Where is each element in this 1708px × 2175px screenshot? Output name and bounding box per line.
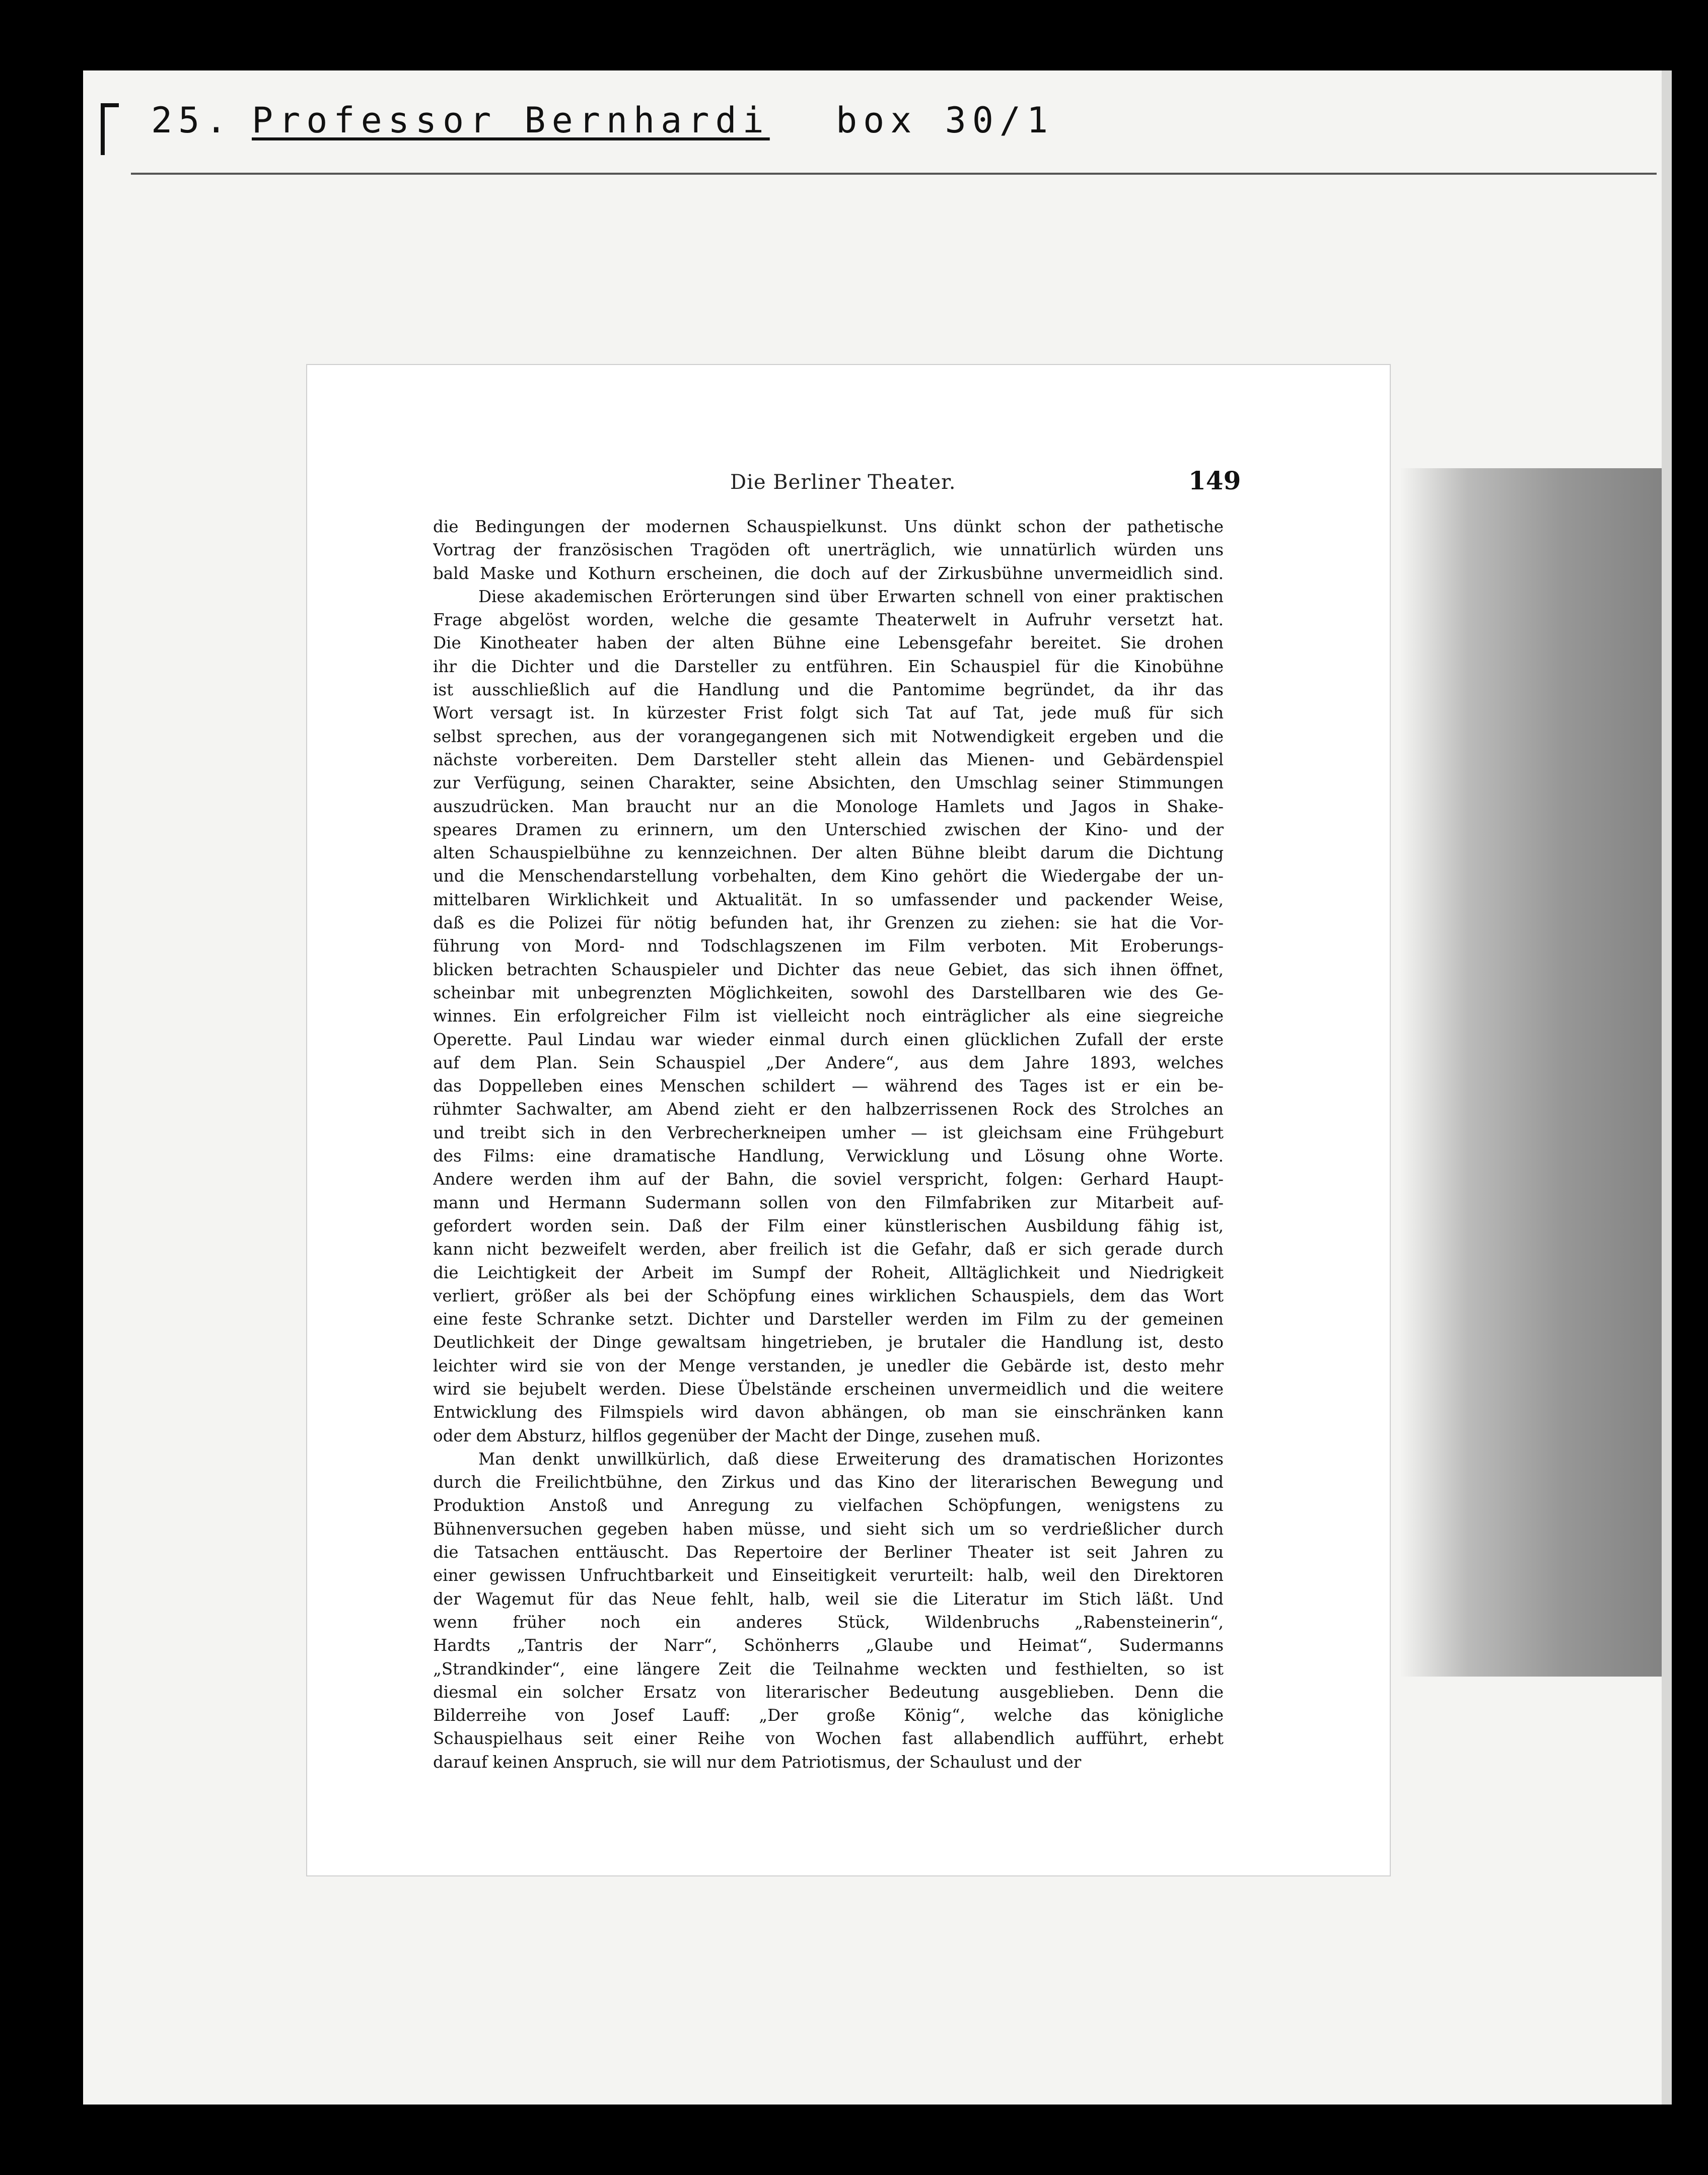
- page-header: [307, 466, 1390, 501]
- text-line: eine feste Schranke setzt. Dichter und Darsteller werden im Film zu der gemeinen: [433, 1310, 1224, 1329]
- text-line: diesmal ein solcher Ersatz von literarischer Bedeutung ausgeblieben. Denn die: [433, 1682, 1224, 1702]
- text-line: speares Dramen zu erinnern, um den Unterschied zwischen der Kino- und der: [433, 820, 1224, 839]
- text-line: Hardts „Tantris der Narr“, Schönherrs „Glaube und Heimat“, Sudermanns: [433, 1636, 1224, 1655]
- text-line: mittelbaren Wirklichkeit und Aktualität. In so umfassender und packender Weise,: [433, 890, 1224, 909]
- card-edge: [1662, 70, 1672, 2105]
- text-line: das Doppelleben eines Menschen schildert — während des Tages ist er ein be-: [433, 1076, 1224, 1096]
- text-line: leichter wird sie von der Menge verstanden, je unedler die Gebärde ist, desto mehr: [433, 1356, 1224, 1375]
- text-line: winnes. Ein erfolgreicher Film ist vielleicht noch einträglicher als eine siegreiche: [433, 1006, 1224, 1026]
- text-line: Entwicklung des Filmspiels wird davon abhängen, ob man sie einschränken kann: [433, 1403, 1224, 1422]
- text-line: scheinbar mit unbegrenzten Möglichkeiten, sowohl des Darstellbaren wie des Ge-: [433, 983, 1224, 1002]
- text-line: einer gewissen Unfruchtbarkeit und Einseitigkeit verurteilt: halb, weil den Direktoren: [433, 1566, 1224, 1585]
- text-line: rühmter Sachwalter, am Abend zieht er den halbzerrissenen Rock des Strolches an: [433, 1100, 1224, 1119]
- text-line: wenn früher noch ein anderes Stück, Wildenbruchs „Rabensteinerin“,: [433, 1612, 1224, 1632]
- text-line: alten Schauspielbühne zu kennzeichnen. Der alten Bühne bleibt darum die Dichtung: [433, 843, 1224, 863]
- page-number: 149: [1188, 466, 1241, 495]
- text-line: „Strandkinder“, eine längere Zeit die Teilnahme weckten und festhielten, so ist: [433, 1659, 1224, 1679]
- item-number: 25.: [151, 100, 233, 141]
- text-line: ihr die Dichter und die Darsteller zu entführen. Ein Schauspiel für die Kinobühne: [433, 657, 1224, 676]
- text-line: Andere werden ihm auf der Bahn, die soviel verspricht, folgen: Gerhard Haupt-: [433, 1170, 1224, 1189]
- text-line: zur Verfügung, seinen Charakter, seine Absichten, den Umschlag seiner Stimmungen: [433, 773, 1224, 793]
- text-line: gefordert worden sein. Daß der Film einer künstlerischen Ausbildung fähig ist,: [433, 1216, 1224, 1236]
- card-shadow: [1400, 468, 1672, 1677]
- running-title: Die Berliner Theater.: [730, 471, 956, 494]
- text-line: die Leichtigkeit der Arbeit im Sumpf der Roheit, Alltäglichkeit und Niedrigkeit: [433, 1263, 1224, 1282]
- text-line: wird sie bejubelt werden. Diese Übelstände erscheinen unvermeidlich und die weitere: [433, 1379, 1224, 1399]
- text-line: auf dem Plan. Sein Schauspiel „Der Andere“, aus dem Jahre 1893, welches: [433, 1053, 1224, 1072]
- text-line: Vortrag der französischen Tragöden oft unerträglich, wie unnatürlich würden uns: [433, 540, 1224, 560]
- article-body: [433, 515, 1224, 1774]
- text-line: führung von Mord- nnd Todschlagszenen im Film verboten. Mit Eroberungs-: [433, 936, 1224, 956]
- text-line: ist ausschließlich auf die Handlung und die Pantomime begründet, da ihr das: [433, 680, 1224, 700]
- text-line: Die Kinotheater haben der alten Bühne eine Lebensgefahr bereitet. Sie drohen: [433, 633, 1224, 653]
- text-line: Produktion Anstoß und Anregung zu vielfachen Schöpfungen, wenigstens zu: [433, 1496, 1224, 1515]
- box-label: box 30/1: [836, 100, 1054, 141]
- text-line: und die Menschendarstellung vorbehalten, dem Kino gehört die Wiedergabe der un-: [433, 866, 1224, 886]
- header-rule: [131, 173, 1657, 175]
- text-line: und treibt sich in den Verbrecherkneipen umher — ist gleichsam eine Frühgeburt: [433, 1123, 1224, 1142]
- text-line: daß es die Polizei für nötig befunden hat, ihr Grenzen zu ziehen: sie hat die Vor-: [433, 913, 1224, 933]
- item-title: Professor Bernhardi: [252, 100, 770, 141]
- corner-bracket-mark: [101, 103, 119, 155]
- text-line: mann und Hermann Sudermann sollen von den Filmfabriken zur Mitarbeit auf-: [433, 1193, 1224, 1212]
- clipping-page: [307, 365, 1390, 1875]
- text-line: oder dem Absturz, hilflos gegenüber der Macht der Dinge, zusehen muß.: [433, 1426, 1041, 1445]
- text-line: Deutlichkeit der Dinge gewaltsam hingetrieben, je brutaler die Handlung ist, desto: [433, 1333, 1224, 1352]
- text-line: Bilderreihe von Josef Lauff: „Der große König“, welche das königliche: [433, 1706, 1224, 1725]
- text-line: blicken betrachten Schauspieler und Dichter das neue Gebiet, das sich ihnen öffnet,: [433, 960, 1224, 979]
- text-line: die Bedingungen der modernen Schauspielkunst. Uns dünkt schon der pathetische: [433, 517, 1224, 536]
- text-line: Frage abgelöst worden, welche die gesamte Theaterwelt in Aufruhr versetzt hat.: [433, 610, 1224, 630]
- text-line: selbst sprechen, aus der vorangegangenen sich mit Notwendigkeit ergeben und die: [433, 727, 1224, 746]
- text-line: Wort versagt ist. In kürzester Frist folgt sich Tat auf Tat, jede muß für sich: [433, 703, 1224, 723]
- text-line: des Films: eine dramatische Handlung, Verwicklung und Lösung ohne Worte.: [433, 1146, 1224, 1166]
- text-line: auszudrücken. Man braucht nur an die Monologe Hamlets und Jagos in Shake-: [433, 796, 1224, 816]
- text-line: der Wagemut für das Neue fehlt, halb, weil sie die Literatur im Stich läßt. Und: [433, 1589, 1224, 1609]
- text-line: Bühnenversuchen gegeben haben müsse, und sieht sich um so verdrießlicher durch: [433, 1519, 1224, 1539]
- text-line: Diese akademischen Erörterungen sind über Erwarten schnell von einer praktischen: [478, 587, 1224, 606]
- text-line: kann nicht bezweifelt werden, aber freilich ist die Gefahr, daß er sich gerade durch: [433, 1240, 1224, 1259]
- text-line: bald Maske und Kothurn erscheinen, die doch auf der Zirkusbühne unvermeidlich sind.: [433, 563, 1224, 583]
- text-line: Schauspielhaus seit einer Reihe von Wochen fast allabendlich aufführt, erhebt: [433, 1729, 1224, 1749]
- text-line: darauf keinen Anspruch, sie will nur dem Patriotismus, der Schaulust und der: [433, 1752, 1082, 1772]
- text-line: verliert, größer als bei der Schöpfung eines wirklichen Schauspiels, dem das Wort: [433, 1286, 1224, 1306]
- text-line: Man denkt unwillkürlich, daß diese Erweiterung des dramatischen Horizontes: [478, 1449, 1224, 1469]
- text-line: die Tatsachen enttäuscht. Das Repertoire der Berliner Theater ist seit Jahren zu: [433, 1543, 1224, 1562]
- text-line: Operette. Paul Lindau war wieder einmal durch einen glücklichen Zufall der erste: [433, 1030, 1224, 1049]
- text-line: nächste vorbereiten. Dem Darsteller steht allein das Mienen- und Gebärdenspiel: [433, 750, 1224, 769]
- text-line: durch die Freilichtbühne, den Zirkus und das Kino der literarischen Bewegung und: [433, 1473, 1224, 1492]
